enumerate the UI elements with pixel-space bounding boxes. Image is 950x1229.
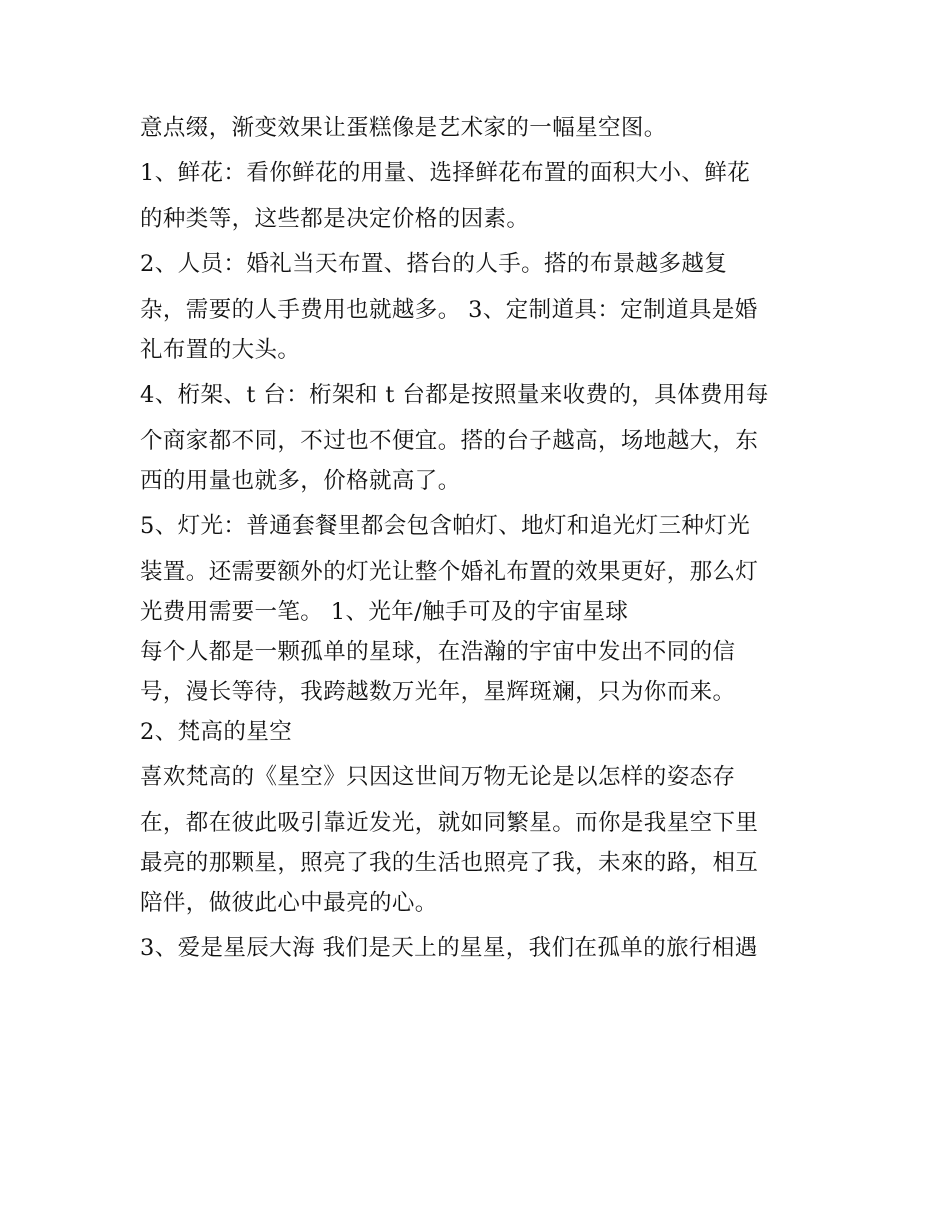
text-line: 杂，需要的人手费用也就越多。 3、定制道具：定制道具是婚 (140, 297, 758, 323)
text-line: 个商家都不同，不过也不便宜。搭的台子越高，场地越大，东 (140, 428, 759, 454)
text-line: 礼布置的大头。 (140, 337, 301, 363)
text-line: 光费用需要一笔。 1、光年/触手可及的宇宙星球 (140, 599, 629, 625)
text-line: 3、爱是星辰大海 我们是天上的星星，我们在孤单的旅行相遇 (140, 935, 758, 961)
text-line: 陪伴，做彼此心中最亮的心。 (140, 890, 438, 916)
text-line: 装置。还需要额外的灯光让整个婚礼布置的效果更好，那么灯 (140, 559, 759, 585)
text-line: 意点缀，渐变效果让蛋糕像是艺术家的一幅星空图。 (140, 115, 667, 141)
text-line: 4、桁架、t 台：桁架和 t 台都是按照量来收费的，具体费用每 (140, 382, 769, 408)
body-text (140, 108, 830, 974)
text-line: 号，漫长等待，我跨越数万光年，星辉斑斓，只为你而来。 (140, 679, 736, 705)
text-line: 喜欢梵高的《星空》只因这世间万物无论是以怎样的姿态存 (140, 764, 736, 790)
text-line: 5、灯光：普通套餐里都会包含帕灯、地灯和追光灯三种灯光 (140, 513, 751, 539)
text-line: 在，都在彼此吸引靠近发光，就如同繁星。而你是我星空下里 (140, 810, 759, 836)
text-line: 的种类等，这些都是决定价格的因素。 (140, 206, 530, 232)
text-line: 2、梵高的星空 (140, 719, 293, 745)
text-line: 1、鲜花：看你鲜花的用量、选择鲜花布置的面积大小、鲜花 (140, 160, 751, 186)
text-line: 每个人都是一颗孤单的星球，在浩瀚的宇宙中发出不同的信 (140, 639, 736, 665)
text-line: 西的用量也就多，价格就高了。 (140, 468, 461, 494)
text-line: 2、人员：婚礼当天布置、搭台的人手。搭的布景越多越复 (140, 251, 728, 277)
text-line: 最亮的那颗星，照亮了我的生活也照亮了我，未來的路，相互 (140, 850, 759, 876)
